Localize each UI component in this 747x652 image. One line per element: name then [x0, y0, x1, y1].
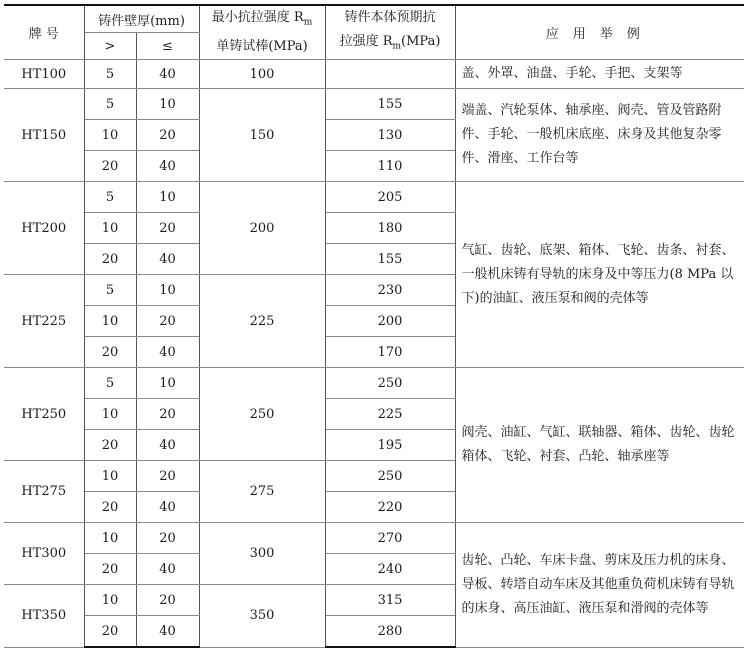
grade-cell: HT275 [4, 461, 84, 523]
min-strength-header-sub: m [303, 17, 313, 28]
min-strength-cell: 300 [199, 523, 325, 585]
min-strength-header [199, 5, 325, 60]
gt-cell: 10 [84, 306, 136, 337]
le-cell: 20 [136, 523, 199, 554]
est-strength-header-sub: m [392, 41, 402, 52]
le-cell: 20 [136, 399, 199, 430]
application-cell: 端盖、汽轮泵体、轴承座、阀壳、管及管路附件、手轮、一般机床底座、床身及其他复杂零件、滑座、工作台等 [455, 89, 744, 182]
gt-cell: 20 [84, 337, 136, 368]
gt-cell: 5 [84, 60, 136, 89]
est-strength-header-line2: 拉强度 R [339, 34, 393, 50]
est-strength-cell: 315 [325, 585, 455, 616]
le-cell: 40 [136, 151, 199, 182]
gt-cell: 20 [84, 430, 136, 461]
cast-iron-grade-table [4, 4, 744, 648]
min-strength-cell: 100 [199, 60, 325, 89]
grade-cell: HT300 [4, 523, 84, 585]
le-cell: 40 [136, 616, 199, 648]
grade-cell: HT225 [4, 275, 84, 368]
grade-cell: HT150 [4, 89, 84, 182]
gt-cell: 20 [84, 492, 136, 523]
est-strength-cell: 200 [325, 306, 455, 337]
le-cell: 10 [136, 89, 199, 120]
gt-cell: 20 [84, 151, 136, 182]
gt-cell: 10 [84, 120, 136, 151]
le-cell: 20 [136, 213, 199, 244]
min-strength-cell: 350 [199, 585, 325, 648]
le-cell: 10 [136, 182, 199, 213]
est-strength-cell: 250 [325, 461, 455, 492]
gt-cell: 10 [84, 213, 136, 244]
le-cell: 40 [136, 60, 199, 89]
gt-cell: 10 [84, 585, 136, 616]
gt-cell: 10 [84, 461, 136, 492]
est-strength-cell: 195 [325, 430, 455, 461]
application-cell: 气缸、齿轮、底架、箱体、飞轮、齿条、衬套、一般机床铸有导轨的床身及中等压力(8 MPa 以下)的油缸、液压泵和阀的壳体等 [455, 182, 744, 368]
grade-cell: HT200 [4, 182, 84, 275]
grade-cell: HT100 [4, 60, 84, 89]
est-strength-cell: 155 [325, 89, 455, 120]
min-strength-cell: 225 [199, 275, 325, 368]
gt-header: > [84, 33, 136, 60]
gt-cell: 10 [84, 523, 136, 554]
application-cell: 盖、外罩、油盘、手轮、手把、支架等 [455, 60, 744, 89]
est-strength-cell: 155 [325, 244, 455, 275]
le-cell: 20 [136, 585, 199, 616]
min-strength-cell: 250 [199, 368, 325, 461]
gt-cell: 5 [84, 368, 136, 399]
grade-cell: HT350 [4, 585, 84, 648]
le-cell: 20 [136, 461, 199, 492]
gt-cell: 5 [84, 275, 136, 306]
gt-cell: 20 [84, 244, 136, 275]
gt-cell: 5 [84, 182, 136, 213]
table-row [4, 523, 744, 554]
table-row [4, 182, 744, 213]
thickness-header: 铸件壁厚(mm) [84, 5, 199, 33]
gt-cell: 10 [84, 399, 136, 430]
header-row [4, 5, 744, 33]
grade-header: 牌 号 [4, 5, 84, 60]
le-cell: 20 [136, 306, 199, 337]
est-strength-cell: 220 [325, 492, 455, 523]
le-cell: 10 [136, 275, 199, 306]
le-cell: 40 [136, 554, 199, 585]
est-strength-cell: 170 [325, 337, 455, 368]
est-strength-cell: 205 [325, 182, 455, 213]
gt-cell: 20 [84, 554, 136, 585]
min-strength-cell: 150 [199, 89, 325, 182]
gt-cell: 5 [84, 89, 136, 120]
est-strength-cell: 250 [325, 368, 455, 399]
min-strength-cell: 200 [199, 182, 325, 275]
application-header: 应用举例 [455, 5, 744, 60]
le-cell: 40 [136, 337, 199, 368]
gt-cell: 20 [84, 616, 136, 648]
table-row [4, 368, 744, 399]
le-cell: 40 [136, 430, 199, 461]
est-strength-header-unit: (MPa) [401, 34, 441, 50]
min-strength-header-line2: 单铸试棒(MPa) [216, 38, 308, 54]
est-strength-cell: 225 [325, 399, 455, 430]
est-strength-header-line1: 铸件本体预期抗 [344, 10, 436, 26]
est-strength-cell [325, 60, 455, 89]
le-cell: 20 [136, 120, 199, 151]
est-strength-cell: 180 [325, 213, 455, 244]
min-strength-cell: 275 [199, 461, 325, 523]
est-strength-header [325, 5, 455, 60]
application-cell: 阀壳、油缸、气缸、联轴器、箱体、齿轮、齿轮箱体、飞轮、衬套、凸轮、轴承座等 [455, 368, 744, 523]
est-strength-cell: 240 [325, 554, 455, 585]
le-cell: 10 [136, 368, 199, 399]
est-strength-cell: 270 [325, 523, 455, 554]
est-strength-cell: 130 [325, 120, 455, 151]
le-cell: 40 [136, 492, 199, 523]
application-cell: 齿轮、凸轮、车床卡盘、剪床及压力机的床身、导板、转塔自动车床及其他重负荷机床铸有导轨的床身、高压油缸、液压泵和滑阀的壳体等 [455, 523, 744, 648]
le-cell: 40 [136, 244, 199, 275]
est-strength-cell: 280 [325, 616, 455, 648]
table-row [4, 89, 744, 120]
grade-cell: HT250 [4, 368, 84, 461]
le-header: ≤ [136, 33, 199, 60]
est-strength-cell: 110 [325, 151, 455, 182]
est-strength-cell: 230 [325, 275, 455, 306]
table-row [4, 60, 744, 89]
min-strength-header-line1: 最小抗拉强度 R [211, 10, 304, 26]
